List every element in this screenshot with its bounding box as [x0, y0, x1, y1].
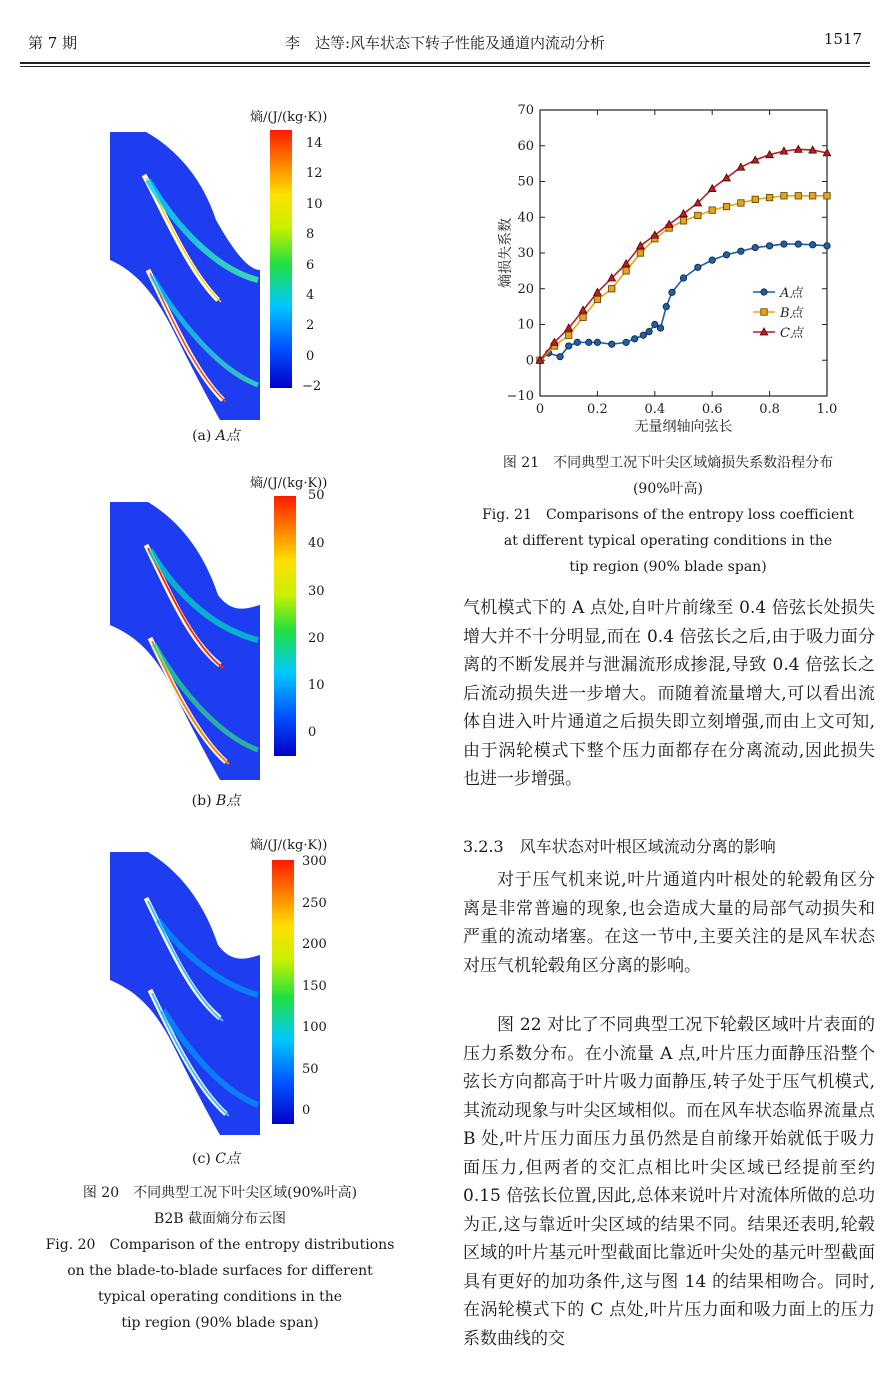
fig21-caption-cn: 图 21 不同典型工况下叶尖区域熵损失系数沿程分布	[502, 455, 834, 471]
data-point	[566, 343, 572, 349]
fig20-caption-en: on the blade-to-blade surfaces for different	[67, 1263, 373, 1279]
data-point	[781, 241, 787, 247]
y-tick-label: −10	[506, 389, 534, 404]
data-point	[680, 218, 686, 224]
colorbar-tick-c: 200	[302, 937, 327, 952]
colorbar-tick-c: 0	[302, 1103, 311, 1118]
colorbar-tick-a: 10	[306, 197, 323, 212]
x-tick-label: 0	[535, 402, 545, 417]
colorbar-tick-a: 14	[306, 136, 323, 151]
fig21-caption-en: tip region (90% blade span)	[569, 559, 767, 575]
x-tick-label: 0.6	[701, 402, 723, 417]
data-point	[695, 212, 701, 218]
fig21-line-chart	[470, 100, 870, 445]
colorbar-title-a: 熵/(J/(kg·K))	[250, 110, 328, 125]
colorbar-tick-b: 50	[308, 488, 325, 503]
colorbar-tick-a: 12	[306, 166, 323, 181]
colorbar-tick-a: 2	[306, 318, 315, 333]
contour-plot-a	[108, 130, 268, 430]
data-point	[824, 243, 830, 249]
colorbar-tick-c: 300	[302, 854, 327, 869]
fig21-caption-cn: (90%叶高)	[632, 481, 704, 497]
colorbar-tick-a: 6	[306, 258, 315, 273]
colorbar-tick-c: 100	[302, 1020, 327, 1035]
data-point	[632, 336, 638, 342]
data-point	[723, 252, 729, 258]
data-point	[680, 275, 686, 281]
data-point	[574, 339, 580, 345]
colorbar-tick-c: 250	[302, 896, 327, 911]
data-point	[663, 303, 669, 309]
header-rule	[20, 62, 870, 64]
colorbar-title-c: 熵/(J/(kg·K))	[250, 838, 328, 853]
fig21-caption-en: at different typical operating conditions in the	[503, 533, 833, 549]
y-tick-label: 30	[517, 246, 534, 261]
legend-entry: C点	[780, 326, 803, 341]
data-point	[594, 296, 600, 302]
colorbar-tick-b: 10	[308, 678, 325, 693]
fig20-panel-a	[108, 100, 348, 450]
legend-marker	[761, 309, 767, 315]
colorbar-b	[274, 496, 296, 756]
colorbar-tick-c: 50	[302, 1062, 319, 1077]
colorbar-tick-b: 0	[308, 725, 317, 740]
page-header	[20, 26, 870, 62]
data-point	[637, 250, 643, 256]
colorbar-tick-a: 4	[306, 288, 315, 303]
colorbar-tick-a: 0	[306, 349, 315, 364]
x-axis-label: 无量纲轴向弦长	[634, 419, 733, 435]
colorbar-tick-b: 20	[308, 631, 325, 646]
fig20-panel-b	[108, 466, 348, 816]
colorbar-tick-a: −2	[302, 379, 322, 394]
data-point	[738, 248, 744, 254]
colorbar-tick-c: 150	[302, 979, 327, 994]
data-point	[781, 193, 787, 199]
data-point	[557, 353, 563, 359]
data-point	[795, 193, 801, 199]
data-point	[709, 257, 715, 263]
data-point	[657, 325, 663, 331]
legend-marker	[761, 289, 767, 295]
data-point	[766, 194, 772, 200]
contour-plot-c	[108, 850, 268, 1140]
data-point	[752, 244, 758, 250]
y-tick-label: 70	[517, 103, 534, 118]
subfigure-label-b: (b) B点	[191, 793, 241, 809]
fig20-panel-c	[108, 832, 348, 1177]
data-point	[738, 200, 744, 206]
data-point	[623, 339, 629, 345]
fig20-caption-en: tip region (90% blade span)	[121, 1315, 319, 1331]
data-point	[652, 321, 658, 327]
data-point	[795, 241, 801, 247]
data-point	[594, 339, 600, 345]
fig20-caption-en: typical operating conditions in the	[97, 1289, 343, 1305]
data-point	[695, 264, 701, 270]
x-tick-label: 0.4	[644, 402, 666, 417]
colorbar-a	[270, 130, 292, 388]
y-tick-label: 10	[517, 317, 534, 333]
subfigure-label-a: (a) A点	[192, 428, 240, 444]
legend-entry: A点	[780, 286, 803, 301]
y-tick-label: 40	[517, 210, 534, 226]
data-point	[809, 242, 815, 248]
data-point	[640, 332, 646, 338]
body-paragraph-2: 对于压气机来说,叶片通道内叶根处的轮毂角区分离是非常普遍的现象,也会造成大量的局部气动损失和严重的流动堵塞。在这一节中,主要关注的是风车状态对压气机轮毂角区分离的影响。	[463, 870, 875, 976]
x-tick-label: 1.0	[816, 402, 838, 417]
data-point	[766, 243, 772, 249]
data-point	[646, 328, 652, 334]
data-point	[723, 203, 729, 209]
fig20-caption-cn: 图 20 不同典型工况下叶尖区域(90%叶高)	[82, 1185, 358, 1201]
colorbar-tick-b: 30	[308, 584, 325, 599]
fig21-caption	[463, 450, 873, 580]
colorbar-c	[272, 860, 294, 1124]
x-tick-label: 0.2	[587, 402, 608, 417]
data-point	[566, 332, 572, 338]
contour-plot-b	[108, 500, 268, 790]
y-tick-label: 20	[517, 281, 534, 297]
subfigure-label-c: (c) C点	[192, 1151, 240, 1167]
data-point	[824, 193, 830, 199]
body-paragraph-1: 气机模式下的 A 点处,自叶片前缘至 0.4 倍弦长处损失增大并不十分明显,而在 0.4 倍弦长之后,由于吸力面分离的不断发展并与泄漏流形成掺混,导致 0.4 倍弦长之后流动损失进一步增大。而随着流量增大,可以看出流体自进入叶片通道之后损失即立刻增强,而由上文可知,由于涡轮模式下整个压力面都存在分离流动,因此损失也进一步增强。	[463, 598, 875, 789]
fig20-caption	[30, 1180, 410, 1336]
fig20-caption-cn: B2B 截面熵分布云图	[154, 1211, 286, 1227]
data-point	[669, 289, 675, 295]
data-point	[580, 314, 586, 320]
page-number: 1517	[823, 30, 862, 48]
y-tick-label: 60	[517, 138, 534, 154]
running-title: 李 达等:风车状态下转子性能及通道内流动分析	[284, 34, 606, 52]
y-axis-label: 熵损失系数	[498, 218, 514, 288]
legend-entry: B点	[780, 306, 803, 321]
colorbar-tick-b: 40	[308, 536, 325, 551]
data-point	[609, 286, 615, 292]
fig20-caption-en: Fig. 20 Comparison of the entropy distributions	[45, 1237, 395, 1253]
issue-number: 第 7 期	[28, 34, 78, 52]
colorbar-tick-a: 8	[306, 227, 315, 242]
y-tick-label: 0	[525, 353, 534, 369]
data-point	[623, 268, 629, 274]
data-point	[752, 196, 758, 202]
y-tick-label: 50	[517, 174, 534, 190]
body-paragraph-3: 图 22 对比了不同典型工况下轮毂区域叶片表面的压力系数分布。在小流量 A 点,叶片压力面静压沿整个弦长方向都高于叶片吸力面静压,转子处于压气机模式,其流动现象与叶尖区域相似。而在风车状态临界流量点 B 处,叶片压力面压力虽仍然是自前缘开始就低于吸力面压力,但两者的交汇点相比叶尖区域已经提前至约 0.15 倍弦长位置,因此,总体来说叶片对流体所做的总功为正,这与靠近叶尖区域的结果不同。结果还表明,轮毂区域的叶片基元叶型截面比靠近叶尖处的基元叶型截面具有更好的加功条件,这与图 14 的结果相吻合。同时,在涡轮模式下的 C 点处,叶片压力面和吸力面上的压力系数曲线的交	[463, 1015, 875, 1349]
data-point	[709, 207, 715, 213]
data-point	[609, 341, 615, 347]
header-rule-thin	[20, 66, 870, 67]
data-point	[586, 339, 592, 345]
x-tick-label: 0.8	[759, 402, 780, 417]
section-heading: 3.2.3 风车状态对叶根区域流动分离的影响	[463, 837, 776, 856]
colorbar-title-b: 熵/(J/(kg·K))	[250, 476, 328, 491]
data-point	[809, 193, 815, 199]
fig21-caption-en: Fig. 21 Comparisons of the entropy loss coefficient	[482, 507, 854, 523]
